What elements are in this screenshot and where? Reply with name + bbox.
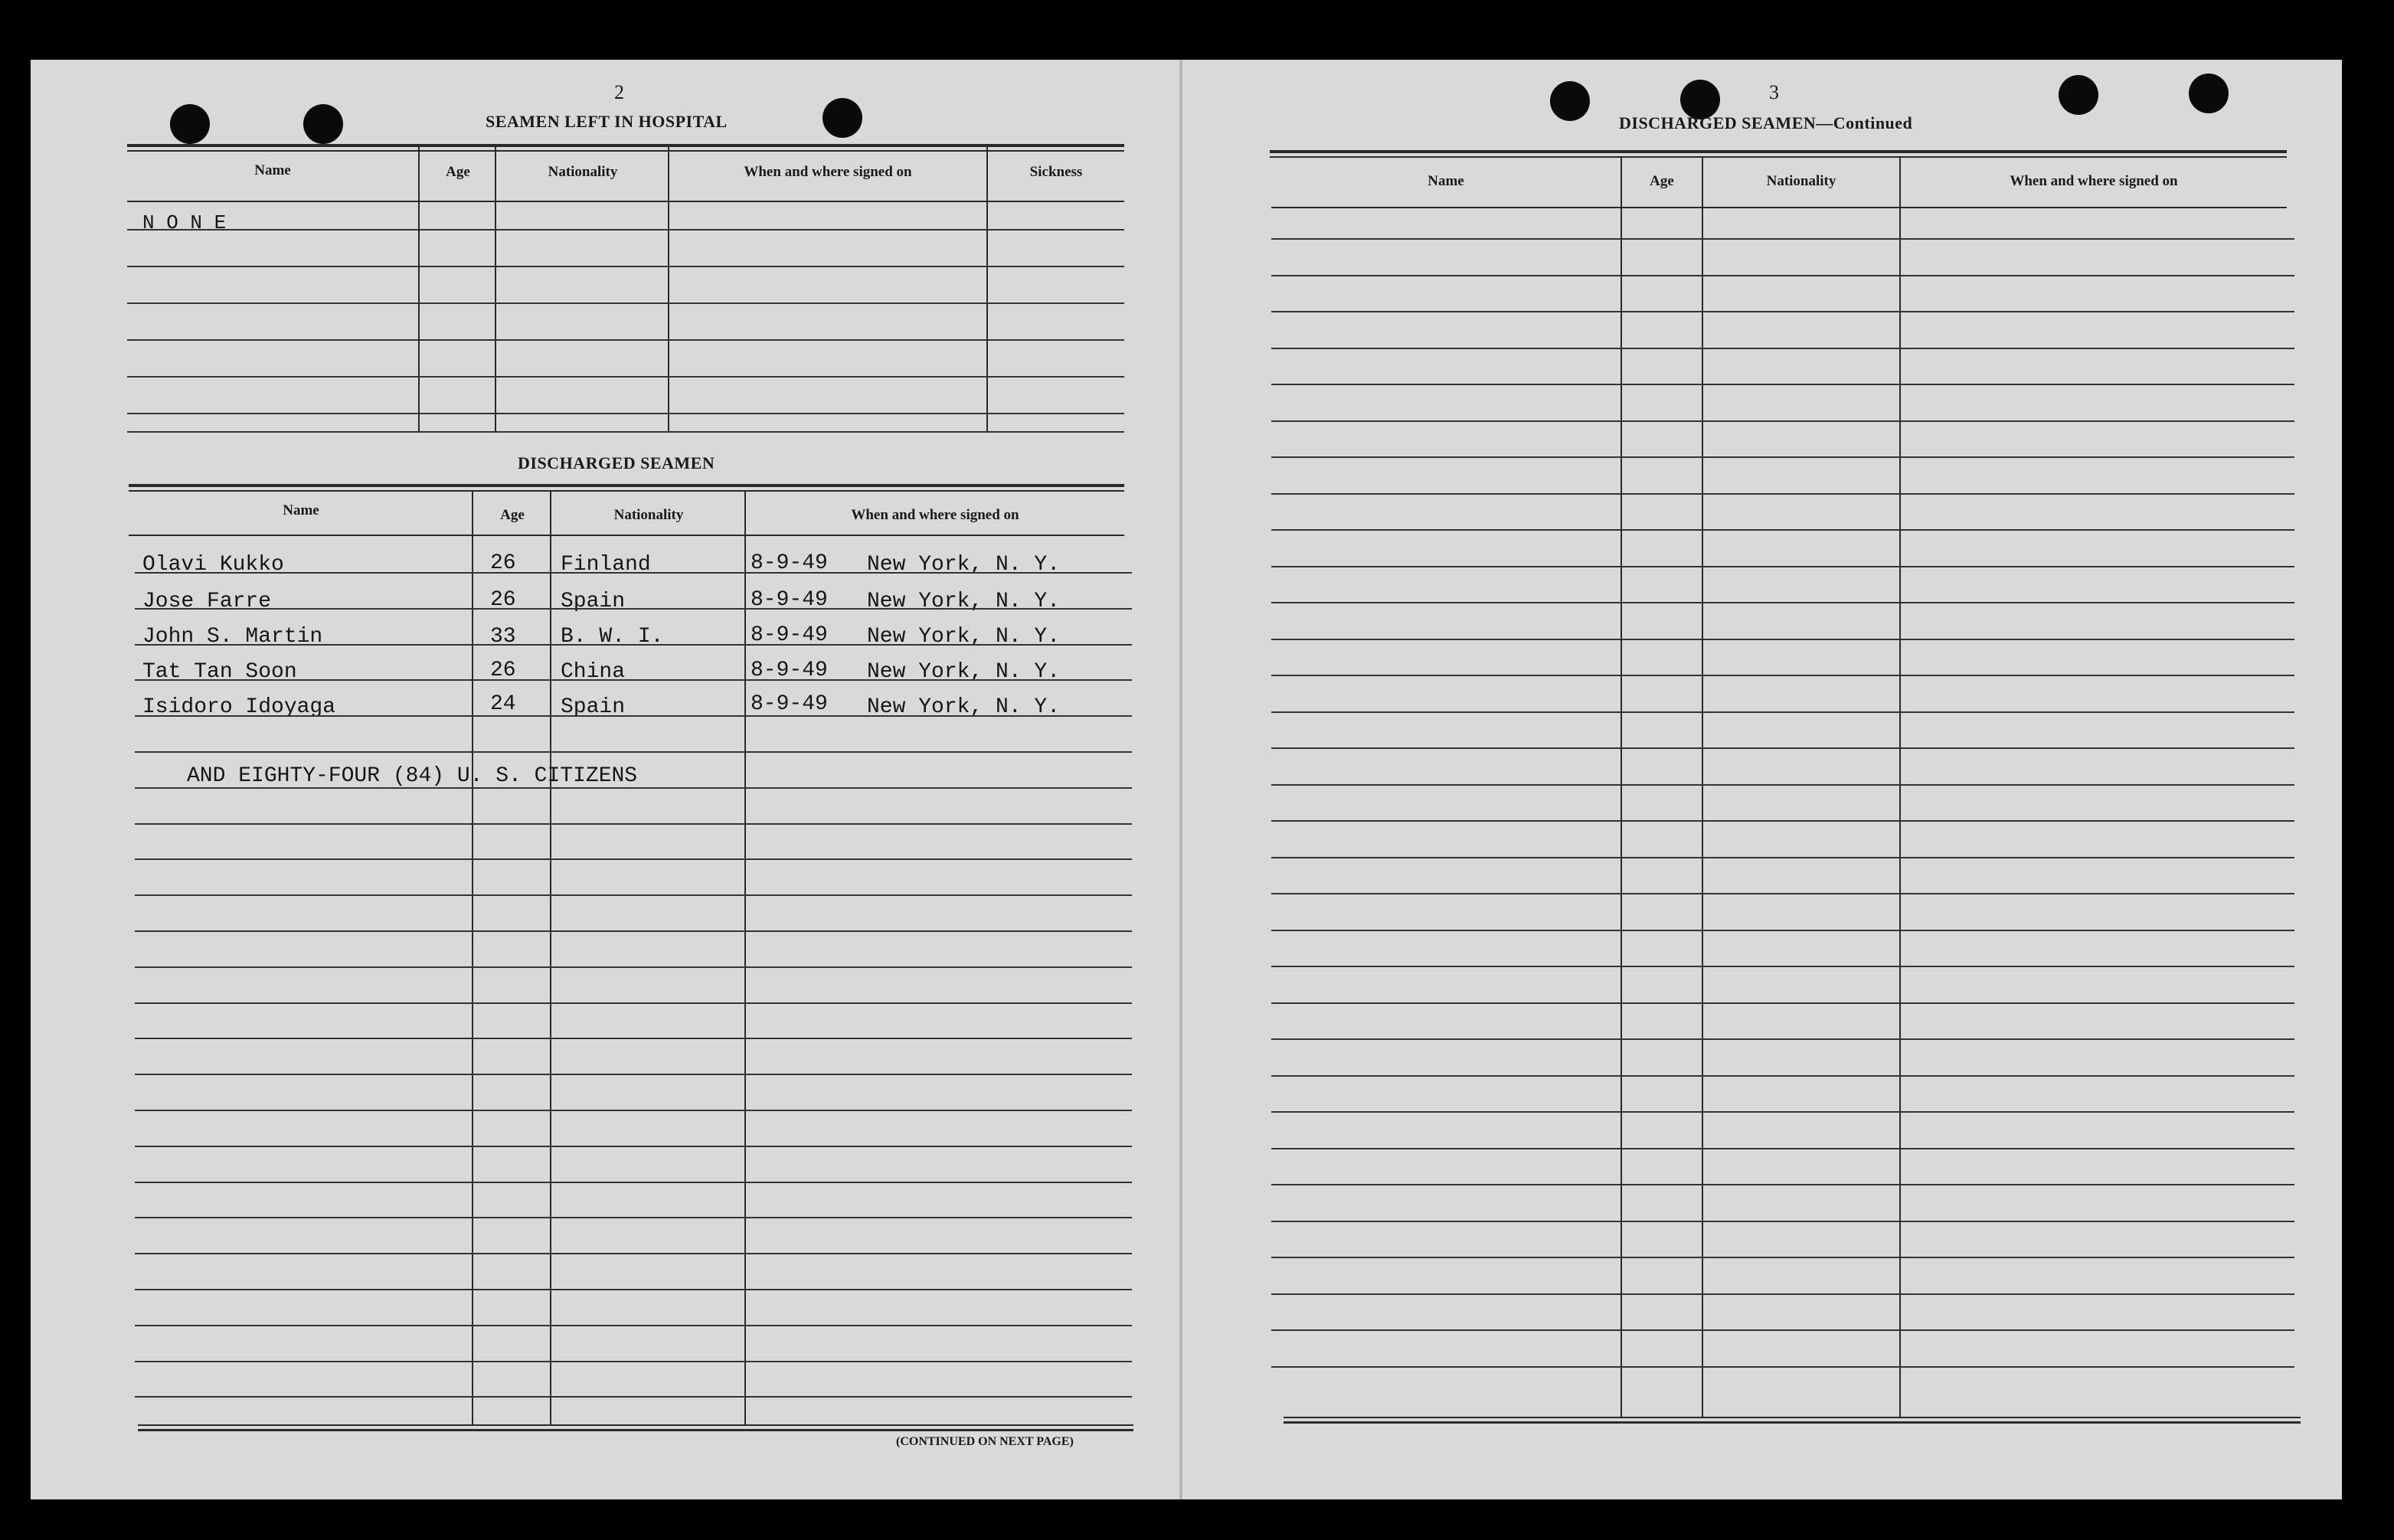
seaman-name: John S. Martin: [142, 625, 323, 649]
seaman-nationality: B. W. I.: [561, 625, 664, 649]
seaman-name: Isidoro Idoyaga: [142, 695, 336, 719]
discharged-col-signed-on: When and where signed on: [851, 507, 1019, 523]
right-col-nationality: Nationality: [1766, 173, 1836, 189]
page-number: 2: [614, 81, 624, 103]
seaman-age: 26: [490, 588, 516, 612]
discharged-col-name: Name: [283, 502, 319, 518]
hospital-col-age: Age: [446, 164, 470, 180]
seaman-age: 26: [490, 551, 516, 575]
hospital-none-entry: N O N E: [142, 211, 227, 234]
discharged-col-age: Age: [500, 507, 525, 523]
hospital-col-signed-on: When and where signed on: [744, 164, 912, 180]
signed-on-place: New York, N. Y.: [867, 695, 1061, 719]
discharged-section-title: DISCHARGED SEAMEN: [518, 453, 715, 472]
signed-on-date: 8-9-49: [751, 623, 828, 647]
hospital-col-sickness: Sickness: [1029, 164, 1083, 180]
right-section-title: DISCHARGED SEAMEN—Continued: [1619, 113, 1913, 132]
signed-on-place: New York, N. Y.: [867, 553, 1061, 577]
seaman-name: Olavi Kukko: [142, 553, 284, 577]
hospital-section-title: SEAMEN LEFT IN HOSPITAL: [486, 112, 728, 131]
discharged-col-nationality: Nationality: [613, 507, 684, 523]
signed-on-date: 8-9-49: [751, 692, 828, 716]
right-col-signed-on: When and where signed on: [2010, 173, 2178, 189]
right-col-name: Name: [1428, 173, 1464, 189]
seaman-nationality: China: [561, 660, 626, 684]
seaman-name: Jose Farre: [142, 590, 272, 613]
signed-on-date: 8-9-49: [751, 659, 828, 682]
seaman-age: 26: [490, 659, 516, 682]
signed-on-place: New York, N. Y.: [867, 590, 1061, 613]
seaman-age: 33: [490, 625, 516, 649]
seaman-nationality: Spain: [561, 590, 626, 613]
seaman-name: Tat Tan Soon: [142, 660, 297, 684]
right-col-age: Age: [1650, 173, 1674, 189]
seaman-age: 24: [490, 692, 516, 716]
signed-on-date: 8-9-49: [751, 551, 828, 575]
seaman-nationality: Finland: [561, 553, 651, 577]
hospital-col-nationality: Nationality: [548, 164, 618, 180]
continued-footer: (CONTINUED ON NEXT PAGE): [896, 1435, 1074, 1448]
signed-on-place: New York, N. Y.: [867, 625, 1061, 649]
seaman-nationality: Spain: [561, 695, 626, 719]
signed-on-place: New York, N. Y.: [867, 660, 1061, 684]
hospital-col-name: Name: [254, 162, 291, 178]
signed-on-date: 8-9-49: [751, 588, 828, 612]
page-number: 3: [1769, 81, 1779, 103]
us-citizens-note: AND EIGHTY-FOUR (84) U. S. CITIZENS: [187, 764, 638, 788]
